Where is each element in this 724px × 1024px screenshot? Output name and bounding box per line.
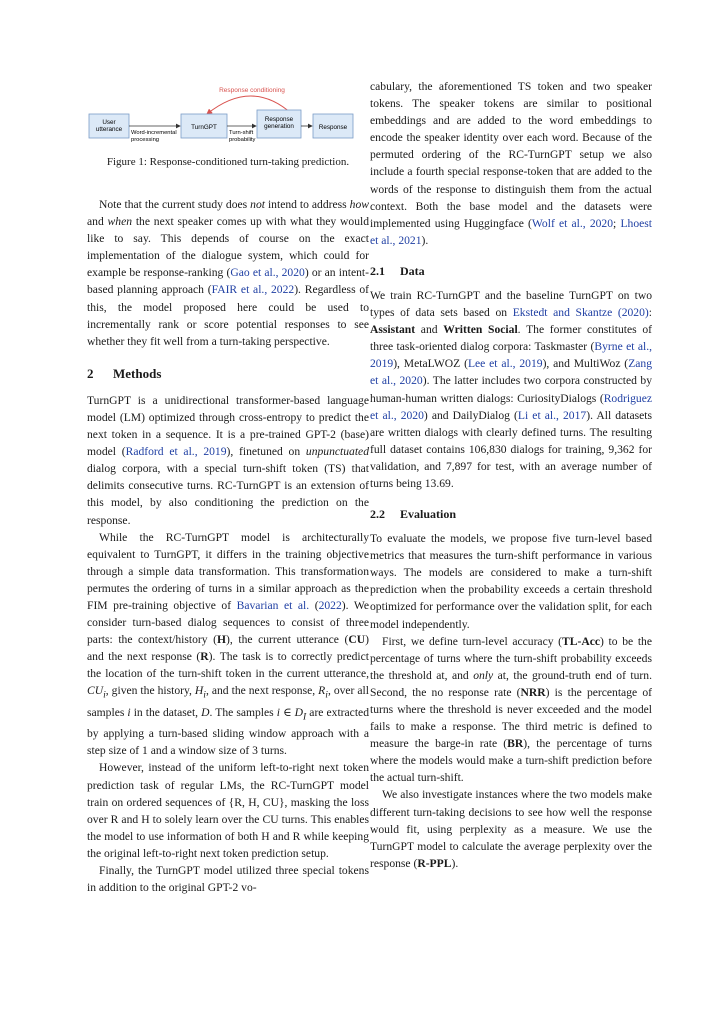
paragraph-evaluation: To evaluate the models, we propose five turn-level based metrics that measures the turn-shift performance in various ways. The models are considered to make a turn-shift prediction when the probability exceeds a certain threshold optimized for performance over the validation split, for each model independently. — [370, 532, 652, 631]
turn-taking-diagram — [87, 78, 369, 150]
left-column — [87, 78, 369, 896]
citation-link[interactable]: Ekstedt and Skantze (2020) — [512, 306, 649, 320]
turngpt-label: TurnGPT — [191, 124, 217, 131]
citation-link[interactable]: Rodriguez et al., 2020 — [370, 391, 652, 422]
right-column — [370, 78, 652, 872]
citation-link[interactable]: Byrne et al., 2019 — [370, 340, 652, 371]
figure-1 — [87, 78, 369, 150]
citation-link[interactable]: Lee et al., 2019 — [467, 357, 543, 371]
paragraph-rc-turngpt: While the RC-TurnGPT model is architecturally equivalent to TurnGPT, it differs in the training objective through a simple data transformation. This transformation permutes the ordering of turns in a similar approach as the FIM pre-training objective of Bavarian et al. (2022). We consider turn-based dialog sequences to consist of three parts: the context/history (H), the current utterance (CU) and the next response (R). The task is to correctly predict the location of the turn-shift token in the current utterance, $CU_i$, given the history, $H_i$, and the next response, $R_i$, over all samples i in the dataset, D. The samples i ∈ $D_I$ are extracted by applying a turn-based sliding window approach with a step size of 1 and a window size of 3 turns. — [87, 530, 370, 758]
paragraph-data: We train RC-TurnGPT and the baseline TurnGPT on two types of data sets based on Ekstedt and Skantze (2020): Assistant and Written Social. The former constitutes of three task-oriented dialog corpora: Taskmaster (Byrne et al., 2019), MetaLWOZ (Lee et al., 2019), and MultiWoz (Zang et al., 2020). The latter includes two corpora constructed by human-human written dialogs: CuriosityDialogs (Rodriguez et al., 2020) and DailyDialog (Li et al., 2017). All datasets are written dialogs with clearly defined turns. The resulting full dataset contains 106,830 dialogs for training, 9,362 for validation, and 7,897 for test, with an average number of turns being 13.69. — [370, 288, 653, 490]
response-label: Response — [318, 124, 348, 131]
user-utterance-label: User utterance — [95, 119, 123, 133]
paragraph-metrics: First, we define turn-level accuracy (TL-Acc) to be the percentage of turns where the turn-shift probability exceeds the threshold at, and only at, the ground-truth end of turn. Second, the no response rate (NRR) is the percentage of turns where the threshold is never exceeded and the model fails to make a response. The third metric is defined to measure the barge-in rate (BR), the percentage of turns where the models would make a turn-shift prediction before the actual turn-shift. — [370, 634, 652, 785]
paragraph-intro-note: Note that the current study does not intend to address how and when the next speaker comes up with what they would like to say. This depends of course on the exact implementation of the dialogue system, which could for example be response-ranking (Gao et al., 2020) or an intent-based planning approach (FAIR et al., 2022). Regardless of this, the model proposed here could be used to incrementally rank or score potential responses to see whether they fit well from a turn-taking perspective. — [87, 198, 370, 348]
citation-link[interactable]: FAIR et al., 2022 — [211, 283, 295, 297]
response-conditioning-label: Response conditioning — [219, 87, 285, 94]
section-heading-data: 2.1 Data — [370, 263, 425, 278]
paragraph-special-tokens: Finally, the TurnGPT model utilized three special tokens in addition to the original GPT-2 vo- — [87, 864, 369, 895]
paragraph-turngpt: TurnGPT is a unidirectional transformer-based language model (LM) optimized through cross-entropy to predict the next token in a sequence. It is a pre-trained GPT-2 (base) model (Radford et al., 2019), finetuned on unpunctuated dialog corpora, with a special turn-shift token (TS) that delimits consecutive turns. RC-TurnGPT is an extension of this model, by also conditioning the prediction on the response. — [87, 393, 369, 527]
citation-link[interactable]: Lhoest et al., 2021 — [370, 216, 652, 247]
citation-link[interactable]: Li et al., 2017 — [517, 408, 587, 422]
paragraph-training-order: However, instead of the uniform left-to-right next token prediction task of regular LMs, the RC-TurnGPT model train on ordered sequences of {R, H, CU}, masking the loss over R and H to solely learn over the CU turns. This enables the model to use information of both H and R while keeping the original left-to-right next token prediction setup. — [87, 761, 369, 860]
word-incremental-label: Word-incremental processing — [131, 130, 177, 143]
citation-link[interactable]: Bavarian et al. — [236, 598, 310, 612]
response-generation-label: Response generation — [264, 116, 294, 130]
citation-link[interactable]: Zang et al., 2020 — [370, 357, 653, 388]
citation-link[interactable]: Gao et al., 2020 — [230, 266, 305, 280]
section-heading-evaluation: 2.2 Evaluation — [370, 507, 457, 522]
citation-link[interactable]: 2022 — [318, 598, 342, 612]
citation-link[interactable]: Wolf et al., 2020 — [531, 216, 614, 230]
section-heading-methods: 2 Methods — [87, 365, 162, 381]
paragraph-vocabulary: cabulary, the aforementioned TS token and two speaker tokens. The speaker tokens are similar to positional embeddings and are added to the word embeddings to encode the speaker identity over each word. Because of the permuted ordering of the RC-TurnGPT setup we also include a fourth special response-token that are added to the words of the response to distinguish them from the actual context. Both the base model and the datasets were implemented using Huggingface (Wolf et al., 2020; Lhoest et al., 2021). — [370, 80, 652, 247]
citation-link[interactable]: Radford et al., 2019 — [125, 445, 227, 459]
turn-shift-probability-label: Turn-shift probability — [229, 130, 256, 143]
paragraph-perplexity: We also investigate instances where the two models make different turn-taking decisions to see how well the response would fit, using perplexity as a measure. We use the TurnGPT model to calculate the average perplexity over the response (R-PPL). — [370, 788, 652, 870]
figure-caption: Figure 1: Response-conditioned turn-taking prediction. — [106, 156, 350, 168]
